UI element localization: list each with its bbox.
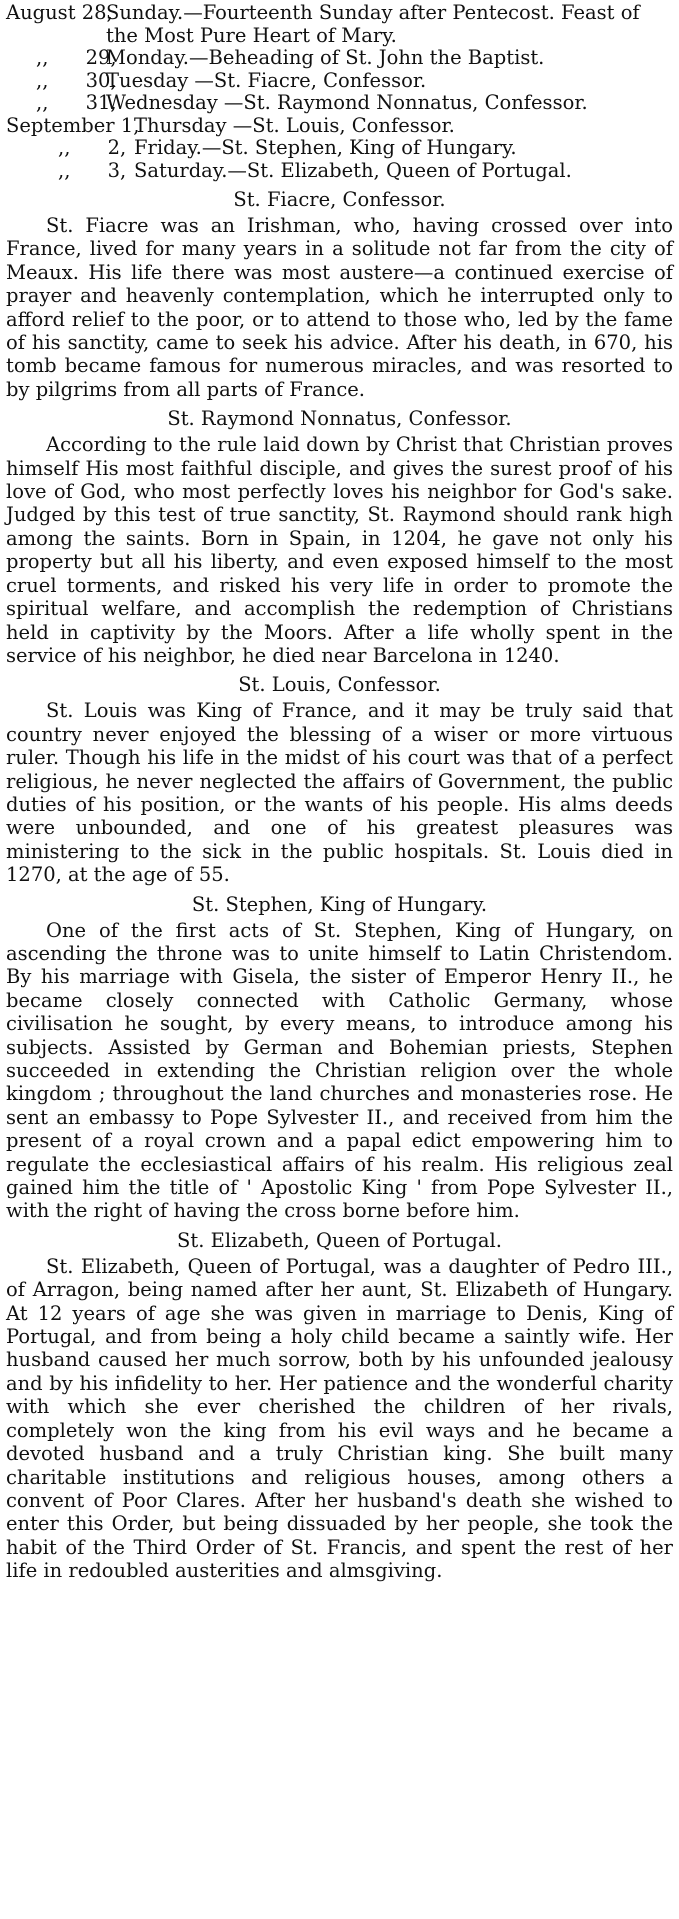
saint-article-louis [6, 673, 673, 886]
article-body: One of the first acts of St. Stephen, King of Hungary, on ascending the throne was to unite himself to Latin Christendom. By his marriage with Gisela, the sister of Emperor Henry II., he became closely connected with Catholic Germany, whose civilisation he sought, by every means, to introduce among his subjects. Assisted by German and Bohemian priests, Stephen succeeded in extending the Christian religion over the whole kingdom ; throughout the land churches and monasteries rose. He sent an embassy to Pope Sylvester II., and received from him the present of a royal crown and a papal edict empowering him to regulate the ecclesiastical affairs of his realm. His religious zeal gained him the title of ' Apostolic King ' from Pope Sylvester II., with the right of having the cross borne before him. [6, 918, 673, 1223]
calendar-feast: Sunday.—Fourteenth Sunday after Pentecost. Feast of the Most Pure Heart of Mary. [106, 1, 640, 47]
calendar-entry [6, 70, 673, 93]
calendar-entry [6, 92, 673, 115]
calendar-feast: Wednesday —St. Raymond Nonnatus, Confessor. [106, 91, 588, 114]
calendar-date: September 1, [6, 113, 140, 137]
calendar-feast: Thursday —St. Louis, Confessor. [134, 113, 455, 137]
article-heading: St. Fiacre, Confessor. [233, 188, 446, 211]
calendar-feast: Saturday.—St. Elizabeth, Queen of Portugal. [134, 158, 572, 182]
calendar-date: ,, 31, [36, 91, 117, 114]
article-body: St. Louis was King of France, and it may be truly said that country never enjoyed the blessing of a wiser or more virtuous ruler. Though his life in the midst of his court was that of a perfect religious, he never neglected the affairs of Government, the public duties of his position, or the wants of his people. His alms deeds were unbounded, and one of his greatest pleasures was ministering to the sick in the public hospitals. St. Louis died in 1270, at the age of 55. [6, 699, 673, 887]
calendar-feast: Friday.—St. Stephen, King of Hungary. [134, 136, 517, 159]
calendar-date: ,, 3, [58, 158, 127, 182]
calendar-date: ,, 2, [58, 136, 127, 159]
article-heading: St. Stephen, King of Hungary. [191, 892, 488, 916]
article-heading: St. Raymond Nonnatus, Confessor. [167, 407, 512, 431]
feast-calendar [6, 2, 673, 182]
calendar-entry [6, 2, 673, 47]
saint-article-elizabeth [6, 1229, 673, 1583]
calendar-feast: Tuesday —St. Fiacre, Confessor. [106, 68, 427, 92]
calendar-feast: Monday.—Beheading of St. John the Baptist. [106, 46, 545, 69]
calendar-date: August 28, [6, 1, 113, 24]
article-body: According to the rule laid down by Christ that Christian proves himself His most faithful disciple, and gives the surest proof of his love of God, who most perfectly loves his neighbor for God's sake. Judged by this test of true sanctity, St. Raymond should rank high among the saints. Born in Spain, in 1204, he gave not only his property but all his liberty, and even exposed himself to the most cruel torments, and risked his very life in order to promote the spiritual welfare, and accomplish the redemption of Christians held in captivity by the Moors. After a life wholly spent in the service of his neighbor, he died near Barcelona in 1240. [6, 433, 673, 667]
calendar-entry [6, 115, 673, 138]
calendar-entry [6, 47, 673, 70]
calendar-date: ,, 29, [36, 46, 117, 69]
calendar-date: ,, 30, [36, 68, 117, 92]
saint-article-fiacre [6, 188, 673, 401]
calendar-entry [6, 160, 673, 183]
article-body: St. Fiacre was an Irishman, who, having crossed over into France, lived for many years in a solitude not far from the city of Meaux. His life there was most austere—a continued exercise of prayer and heavenly contemplation, which he interrupted only to afford relief to the poor, or to attend to those who, led by the fame of his sanctity, came to seek his advice. After his death, in 670, his tomb became famous for numerous miracles, and was resorted to by pilgrims from all parts of France. [6, 214, 673, 401]
article-heading: St. Elizabeth, Queen of Portugal. [177, 1228, 502, 1252]
calendar-entry [6, 137, 673, 160]
article-heading: St. Louis, Confessor. [238, 673, 441, 697]
saint-article-stephen [6, 893, 673, 1223]
saint-article-raymond [6, 407, 673, 667]
article-body: St. Elizabeth, Queen of Portugal, was a daughter of Pedro III., of Arragon, being named after her aunt, St. Elizabeth of Hungary. At 12 years of age she was given in marriage to Denis, King of Portugal, and from being a holy child became a saintly wife. Her husband caused her much sorrow, both by his unfounded jealousy and by his infidelity to her. Her patience and the wonderful charity with which she ever cherished the children of her rivals, completely won the king from his evil ways and he became a devoted husband and a truly Christian king. She built many charitable institutions and religious houses, among others a convent of Poor Clares. After her husband's death she wished to enter this Order, but being dissuaded by her people, she took the habit of the Third Order of St. Francis, and spent the rest of her life in redoubled austerities and almsgiving. [6, 1254, 673, 1583]
